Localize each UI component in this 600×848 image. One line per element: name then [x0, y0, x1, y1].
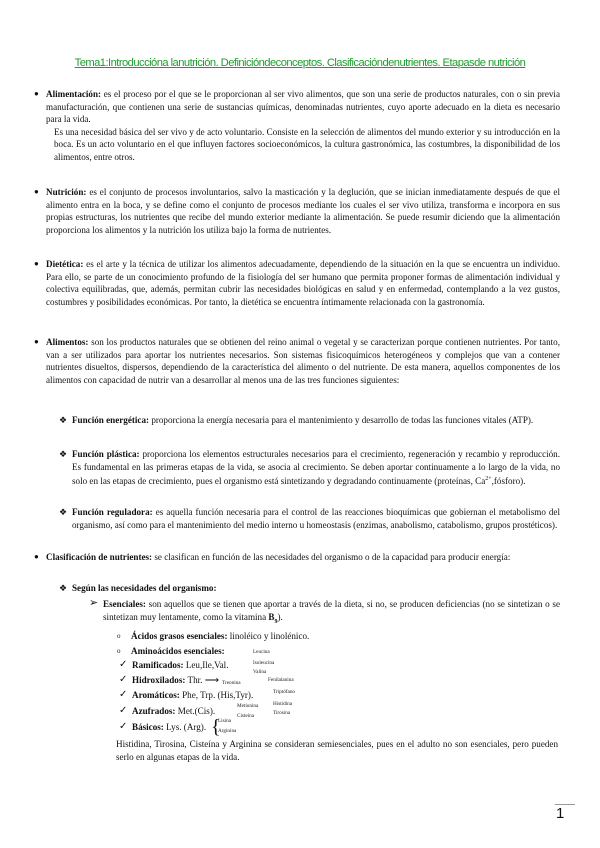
- diamond-bullet-icon: ❖: [59, 449, 68, 459]
- amino-group: Hidroxilados:: [132, 675, 186, 685]
- acidos-term: Ácidos grasos esenciales:: [131, 631, 228, 641]
- bullet-icon: ●: [34, 337, 39, 346]
- definition-text: son los productos naturales que se obtienen del reino animal o vegetal y se caracterizan porque contienen nutrientes. Por tanto, van a ser utilizados para aportar los nutrientes necesarios. Son sistemas fisicoquímicos heterogéneos y complejos que van a contener nutrientes disueltos, dispersos, dependiendo de la característica del alimento o del nutriente. De esta manera, aquellos componentes de los alimentos con capacidad de nutrir van a desarrollar al menos una de las tres funciones siguientes:: [46, 337, 560, 385]
- arrow-right-icon: ⟶: [204, 675, 220, 686]
- definition-text: se clasifican en función de las necesidades del organismo o de la capacidad para producir energía:: [154, 552, 511, 562]
- definition-extra: Es una necesidad básica del ser vivo y de acto voluntario. Consiste en la selección de alimentos del mundo exterior y su introducción en la boca. Es un acto voluntario en el que influyen factores socioeconómicos, la cultura gastronómica, las costumbres, la disponibilidad de los alimentos, entre otros.: [54, 126, 560, 162]
- note-metionina: Metionina: [237, 703, 259, 709]
- semiesenciales-note: Histidina, Tirosina, Cisteína y Arginina se consideran semiesenciales, pues en el adulto no son esenciales, pero pueden serlo en algunas etapas de la vida.: [116, 739, 558, 762]
- note-histidina: Histidina: [273, 701, 293, 707]
- term: Clasificación de nutrientes:: [46, 552, 153, 562]
- note-leucina: Leucina: [253, 649, 270, 655]
- amino-values: Leu,Ile,Val.: [185, 660, 229, 670]
- function-text: es aquella función necesaria para el control de las reacciones bioquímicas que gobiernan el metabolismo del organismo, así como para el mantenimiento del medio interno u homeostasis (enzimas, anabolismo, catabolismo, grupos prostéticos).: [72, 507, 560, 530]
- note-arginina: Arginina: [218, 728, 237, 734]
- note-triptofano: Triptófano: [273, 689, 296, 695]
- check-icon: ✓: [119, 674, 128, 685]
- bullet-icon: ●: [34, 187, 39, 196]
- diamond-bullet-icon: ❖: [59, 507, 68, 517]
- esenciales-text: son aquellos que se tienen que aportar a través de la dieta, si no, se producen deficiencias (no se sintetizan o se sintetizan muy lentamente, como la vitamina: [103, 599, 560, 622]
- amino-row-azufrados: [119, 705, 332, 718]
- note-treonina: Treonina: [222, 680, 241, 686]
- amino-values: Thr.: [187, 675, 203, 685]
- note-isoleucina: Isoleucina: [253, 660, 275, 666]
- bullet-icon: ●: [34, 552, 39, 561]
- aminoacidos-term: Aminoácidos esenciales:: [131, 646, 225, 656]
- ion-formula: Ca: [475, 476, 486, 487]
- definition-alimentacion: [34, 88, 560, 164]
- term: Alimentos:: [46, 337, 89, 347]
- esenciales-entry: [89, 597, 560, 628]
- bullet-icon: ●: [34, 89, 39, 98]
- amino-values: Phe, Trp. (His,Tyr).: [182, 690, 254, 700]
- diamond-bullet-icon: ❖: [59, 583, 68, 593]
- function-term: Función plástica:: [72, 449, 140, 459]
- acidos-grasos-entry: [117, 630, 551, 643]
- function-text: proporciona la energía necesaria para el mantenimiento y desarrollo de todas las funciones vitales (ATP).: [151, 415, 534, 425]
- check-icon: ✓: [119, 705, 128, 716]
- esenciales-text-end: ).: [277, 611, 283, 622]
- term: Nutrición:: [46, 187, 87, 197]
- function-plastica: [59, 448, 560, 488]
- circle-bullet-icon: o: [117, 647, 121, 655]
- amino-values: Lys. (Arg).: [166, 722, 207, 732]
- check-icon: ✓: [119, 659, 128, 670]
- vitamin-subscript: 9: [274, 618, 278, 625]
- term: Alimentación:: [46, 89, 102, 99]
- aminoacidos-entry: [117, 645, 551, 658]
- vitamin-b: B: [268, 611, 275, 622]
- amino-row-aromaticos: [119, 689, 332, 702]
- function-term: Función reguladora:: [72, 507, 153, 517]
- definition-alimentos: [34, 336, 560, 386]
- note-lisina: Lisina: [218, 718, 231, 724]
- amino-group: Aromáticos:: [132, 690, 180, 700]
- function-text: proporciona los elementos estructurales necesarios para el crecimiento, regeneración y recambio y reproducción. Es fundamental en las primeras etapas de la vida, se asocia al crecimiento. Se deben aportar continuamente a lo largo de la vida, no solo en las etapas de crecimiento, pues el organismo está sintetizando y degradando continuamente (proteínas,: [72, 449, 560, 487]
- note-tirosina: Tirosina: [273, 710, 291, 716]
- arrow-bullet-icon: ➢: [89, 597, 99, 609]
- criterion-heading: [59, 582, 560, 595]
- definition-nutricion: [34, 186, 560, 236]
- term: Dietética:: [46, 259, 84, 269]
- diamond-bullet-icon: ❖: [59, 415, 68, 425]
- definition-text: es el proceso por el que se le proporcionan al ser vivo alimentos, que son una serie de productos naturales, con o sin previa manufacturación, que contienen una serie de sustancias químicas, denominadas nutrientes, cuyo aporte adecuado en la dieta es necesario para la vida.: [46, 89, 560, 125]
- esenciales-term: Esenciales:: [103, 599, 146, 609]
- ion-charge: 2+: [485, 476, 492, 483]
- check-icon: ✓: [119, 689, 128, 700]
- criterion-label: Según las necesidades del organismo:: [72, 583, 217, 593]
- bullet-icon: ●: [34, 259, 39, 268]
- function-reguladora: [59, 506, 560, 531]
- amino-group: Básicos:: [132, 722, 164, 732]
- note-valina: Valina: [253, 669, 267, 675]
- circle-bullet-icon: o: [117, 632, 121, 640]
- definition-dietetica: [34, 258, 560, 308]
- brace-icon: {: [211, 716, 221, 738]
- function-energetica: [59, 414, 560, 427]
- check-icon: ✓: [119, 721, 128, 732]
- page-number: 1: [556, 805, 565, 822]
- definition-text: es el arte y la técnica de utilizar los alimentos adecuadamente, dependiendo de la situación en la que se encuentra un individuo. Para ello, se parte de un conocimiento profundo de la fisiología del ser humano que permita proponer formas de alimentación individual y colectiva equilibradas, que, además, permitan cubrir las necesidades biológicas en salud y en enfermedad, contemplando a la vez gustos, costumbres y posibilidades económicas. Por tanto, la dietética se encuentra íntimamente relacionada con la gastronomía.: [46, 259, 560, 307]
- definition-clasificacion: [34, 551, 560, 564]
- amino-row-ramificados: [119, 659, 332, 672]
- note-cisteina: Cisteína: [237, 713, 255, 719]
- definition-text: es el conjunto de procesos involuntarios, salvo la masticación y la deglución, que se inician inmediatamente después de que el alimento entra en la boca, y se define como el conjunto de procesos mediante los cuales el ser vivo utiliza, transforma e incorpora en sus propias estructuras, los nutrientes que recibe del mundo exterior mediante la alimentación. Se puede resumir diciendo que la alimentación proporciona los alimentos y la nutrición los utiliza bajo la forma de nutrientes.: [46, 187, 560, 235]
- amino-values: Met.(Cis).: [177, 706, 216, 716]
- note-fenilalanina: Fenilalanina: [268, 677, 294, 683]
- amino-group: Ramificados:: [132, 660, 184, 670]
- page-title: Tema1:Introduccióna lanutrición. Definicióndeconceptos. Clasificacióndenutrientes. Etapasde nutrición: [74, 57, 526, 69]
- amino-group: Azufrados:: [132, 706, 176, 716]
- function-term: Función energética:: [72, 415, 150, 425]
- function-text-end: ,fósforo).: [491, 476, 526, 487]
- acidos-text: linoléico y linolénico.: [229, 631, 310, 641]
